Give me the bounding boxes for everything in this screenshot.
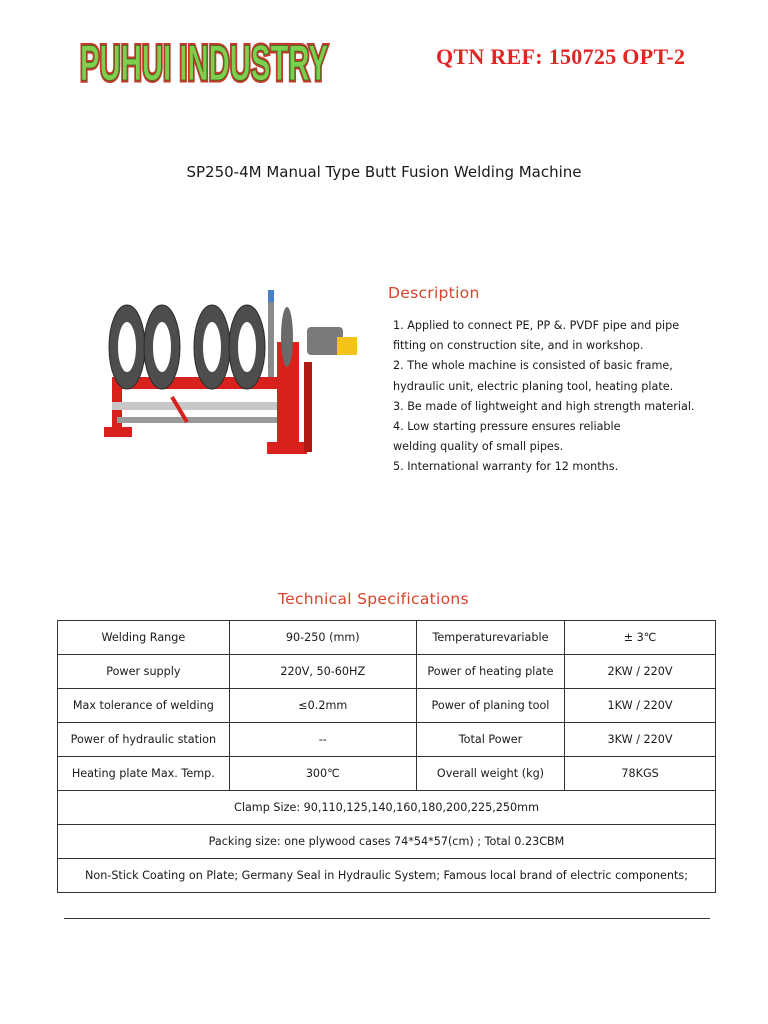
table-row — [58, 757, 716, 791]
description-line: welding quality of small pipes. — [393, 440, 564, 454]
table-row — [58, 655, 716, 689]
table-row — [58, 859, 716, 893]
spec-label: Power supply — [58, 655, 230, 689]
spec-label: Max tolerance of welding — [58, 689, 230, 723]
spec-value: ≤0.2mm — [229, 689, 416, 723]
clamp-size-cell: Clamp Size: 90,110,125,140,160,180,200,225,250mm — [58, 791, 716, 825]
svg-text:PUHUI INDUSTRY: PUHUI INDUSTRY — [80, 35, 328, 88]
spec-label: Power of hydraulic station — [58, 723, 230, 757]
description-line: 2. The whole machine is consisted of basic frame, — [393, 359, 673, 373]
quotation-reference: QTN REF: 150725 OPT-2 — [436, 44, 686, 69]
spec-value: 3KW / 220V — [565, 723, 716, 757]
spec-label: Power of heating plate — [416, 655, 564, 689]
welding-machine-image — [92, 282, 382, 482]
product-title: SP250-4M Manual Type Butt Fusion Welding Machine — [186, 163, 582, 181]
description-line: 4. Low starting pressure ensures reliable — [393, 420, 621, 434]
spec-value: 220V, 50-60HZ — [229, 655, 416, 689]
table-row — [58, 621, 716, 655]
description-line: 5. International warranty for 12 months. — [393, 460, 619, 474]
specifications-heading: Technical Specifications — [278, 590, 469, 608]
spec-label: Power of planing tool — [416, 689, 564, 723]
spec-value: 90-250 (mm) — [229, 621, 416, 655]
spec-label: Welding Range — [58, 621, 230, 655]
table-row — [58, 689, 716, 723]
description-list — [393, 316, 733, 478]
table-row — [58, 825, 716, 859]
footer-divider — [64, 918, 710, 919]
spec-value: 2KW / 220V — [565, 655, 716, 689]
spec-label: Heating plate Max. Temp. — [58, 757, 230, 791]
table-row — [58, 791, 716, 825]
spec-value: 1KW / 220V — [565, 689, 716, 723]
spec-value: 78KGS — [565, 757, 716, 791]
spec-value: -- — [229, 723, 416, 757]
svg-text:PUHUI INDUSTRY: PUHUI INDUSTRY — [80, 35, 328, 88]
description-line: hydraulic unit, electric planing tool, heating plate. — [393, 379, 674, 393]
table-row — [58, 723, 716, 757]
description-line: 1. Applied to connect PE, PP &. PVDF pipe and pipe — [393, 319, 680, 332]
features-note-cell: Non-Stick Coating on Plate; Germany Seal in Hydraulic System; Famous local brand of electric components; — [58, 859, 716, 893]
packing-size-cell: Packing size: one plywood cases 74*54*57(cm) ; Total 0.23CBM — [58, 825, 716, 859]
specifications-table — [57, 620, 716, 893]
description-line: 3. Be made of lightweight and high strength material. — [393, 399, 695, 413]
spec-value: 300℃ — [229, 757, 416, 791]
description-heading: Description — [388, 284, 480, 302]
spec-label: Temperaturevariable — [416, 621, 564, 655]
spec-label: Total Power — [416, 723, 564, 757]
puhui-industry-logo — [78, 30, 332, 88]
spec-label: Overall weight (kg) — [416, 757, 564, 791]
description-line: fitting on construction site, and in workshop. — [393, 339, 644, 353]
spec-value: ± 3℃ — [565, 621, 716, 655]
